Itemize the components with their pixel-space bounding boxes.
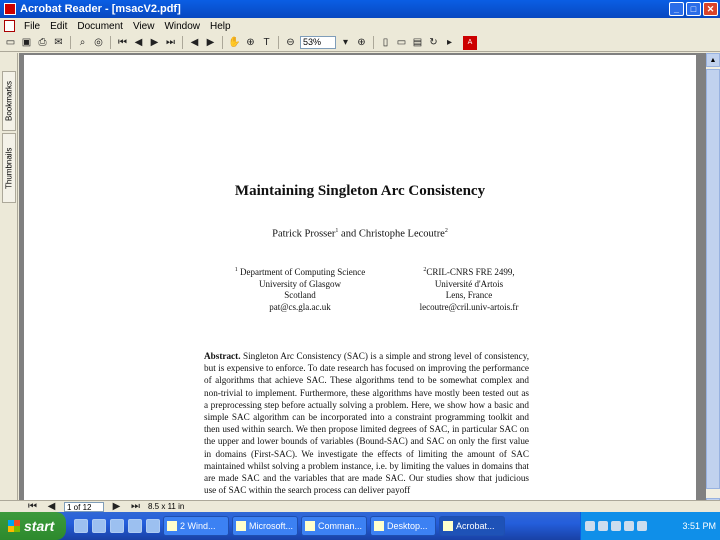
menu-document[interactable]: Document	[77, 20, 123, 32]
find-icon[interactable]: ⌕	[79, 37, 86, 48]
tray-icon[interactable]	[585, 521, 595, 531]
folder-icon	[167, 521, 177, 531]
affiliation-1-sup: 1	[234, 267, 238, 273]
last-page-icon[interactable]: ⏭	[166, 37, 175, 48]
affiliation-2-line: Lens, France	[445, 290, 493, 300]
title-bar	[0, 0, 720, 18]
separator	[222, 36, 223, 49]
desktop-icon	[374, 521, 384, 531]
author-2-sup: 2	[444, 228, 448, 234]
quick-launch	[74, 519, 160, 533]
author-1-sup: 1	[335, 228, 339, 234]
window-title: Acrobat Reader - [msacV2.pdf]	[20, 3, 181, 15]
taskbar-item-label: 2 Wind...	[180, 521, 216, 531]
separator	[278, 36, 279, 49]
maximize-button[interactable]: □	[686, 2, 701, 16]
separator	[70, 36, 71, 49]
fit-width-icon[interactable]: ▤	[412, 37, 423, 48]
forward-icon[interactable]: ▶	[206, 37, 215, 48]
email-icon[interactable]: ✉	[54, 37, 63, 48]
start-label: start	[24, 518, 55, 534]
status-bar	[0, 500, 720, 512]
affiliation-1-line: Scotland	[284, 290, 316, 300]
taskbar-item-label: Comman...	[318, 521, 363, 531]
tray-icon[interactable]	[624, 521, 634, 531]
windows-logo-icon	[8, 520, 20, 532]
document-viewer[interactable]	[19, 53, 706, 512]
taskbar-item[interactable]	[232, 516, 298, 536]
search-icon[interactable]: ◎	[94, 37, 103, 48]
back-icon[interactable]: ◀	[190, 37, 199, 48]
separator	[373, 36, 374, 49]
adobe-logo-icon[interactable]: A	[463, 36, 477, 50]
paper-abstract	[204, 350, 529, 496]
ie-icon[interactable]	[74, 519, 88, 533]
menu-bar	[0, 18, 720, 34]
powerpoint-icon	[236, 521, 246, 531]
taskbar-item-label: Microsoft...	[249, 521, 294, 531]
separator	[110, 36, 111, 49]
affiliation-1-line: Department of Computing Science	[240, 267, 366, 277]
abstract-label: Abstract.	[204, 351, 241, 361]
taskbar-item[interactable]	[163, 516, 229, 536]
acrobat-icon	[443, 521, 453, 531]
system-tray	[580, 512, 720, 540]
page-size: 8.5 x 11 in	[148, 502, 185, 511]
print-icon[interactable]: ⎙	[38, 37, 47, 48]
paper-authors	[24, 228, 696, 240]
close-button[interactable]: ✕	[703, 2, 718, 16]
navigation-pane-tabs	[0, 53, 18, 512]
more-tools-icon[interactable]: ▸	[446, 37, 453, 48]
page-number-field[interactable]: 1 of 12	[64, 502, 104, 512]
next-page-icon[interactable]: ▶	[150, 37, 159, 48]
tray-icon[interactable]	[637, 521, 647, 531]
affiliation-2	[389, 265, 549, 313]
author-1: Patrick Prosser	[272, 228, 336, 240]
last-page-icon[interactable]: ⏭	[131, 501, 140, 512]
taskbar-item[interactable]	[301, 516, 367, 536]
affiliation-1-line: University of Glasgow	[259, 278, 341, 289]
taskbar	[0, 512, 720, 540]
clock[interactable]: 3:51 PM	[682, 521, 716, 531]
paper-title: Maintaining Singleton Arc Consistency	[234, 183, 486, 199]
zoom-out-icon[interactable]: ⊖	[286, 37, 295, 48]
affiliation-2-email: lecoutre@cril.univ-artois.fr	[419, 301, 519, 312]
menu-help[interactable]: Help	[210, 20, 231, 32]
scroll-up-icon[interactable]: ▲	[706, 53, 720, 67]
media-icon[interactable]	[110, 519, 124, 533]
scrollbar-thumb[interactable]	[706, 69, 720, 489]
previous-page-icon[interactable]: ◀	[134, 37, 143, 48]
hand-tool-icon[interactable]: ✋	[228, 37, 241, 48]
actual-size-icon[interactable]: ▯	[382, 37, 389, 48]
pdf-page	[24, 55, 696, 512]
fit-page-icon[interactable]: ▭	[396, 37, 407, 48]
author-2: and Christophe Lecoutre	[338, 228, 445, 240]
taskbar-item-active[interactable]	[439, 516, 505, 536]
menu-window[interactable]: Window	[164, 20, 201, 32]
affiliation-2-line: Université d'Artois	[434, 278, 504, 289]
app-icon[interactable]	[146, 519, 160, 533]
minimize-button[interactable]: _	[669, 2, 684, 16]
acrobat-app-icon[interactable]	[4, 3, 16, 15]
select-text-icon[interactable]: T	[263, 37, 270, 48]
abstract-text: Singleton Arc Consistency (SAC) is a simple and strong level of consistency, but is expensive to enforce. To date research has focused on improving the performance of algorithms that achieve SAC. These algorithms tend to be somewhat complex and non-trivial to implement. Furthermore, these algorithms have mostly been tested out as a preprocessing step before actually solving a problem. Here, we show how a basic and simple SAC algorithm can be incorporated into a constraint programming toolkit and then used within search. We then propose limited degrees of SAC, in particular SAC on the upper and lower bounds of variables (Bound-SAC) and SAC on only the first value in domains (First-SAC). We investigate the effects of limiting the amount of SAC maintained whilst solving a problem instance, i.e. by limiting the values in domains that are made SAC and the variables that are made SAC. Our studies show that judicious use of SAC within the search process can deliver payoff	[204, 351, 529, 496]
vertical-scrollbar[interactable]	[706, 53, 720, 512]
tray-icon[interactable]	[611, 521, 621, 531]
menu-view[interactable]: View	[132, 20, 155, 32]
next-page-icon[interactable]: ▶	[112, 501, 121, 512]
taskbar-item[interactable]	[370, 516, 436, 536]
start-button[interactable]	[0, 512, 66, 540]
menu-edit[interactable]: Edit	[50, 20, 68, 32]
taskbar-item-label: Desktop...	[387, 521, 428, 531]
toolbar	[0, 34, 720, 52]
rotate-icon[interactable]: ↻	[429, 37, 438, 48]
menu-file[interactable]: File	[24, 20, 41, 32]
affiliation-1	[210, 265, 390, 313]
tab-bookmarks[interactable]: Bookmarks	[2, 71, 16, 131]
document-icon[interactable]	[4, 20, 15, 32]
affiliation-2-line: CRIL-CNRS FRE 2499,	[426, 267, 515, 277]
taskbar-item-label: Acrobat...	[456, 521, 495, 531]
window-controls	[669, 2, 718, 16]
folder-icon[interactable]	[128, 519, 142, 533]
first-page-icon[interactable]: ⏮	[28, 501, 37, 512]
zoom-dropdown-icon[interactable]: ▾	[342, 37, 349, 48]
affiliation-1-email: pat@cs.gla.ac.uk	[269, 301, 331, 312]
zoom-level-field[interactable]: 53%	[300, 36, 336, 49]
affiliation-2-sup: 2	[423, 267, 427, 273]
zoom-tool-icon[interactable]: ⊕	[246, 37, 255, 48]
previous-page-icon[interactable]: ◀	[47, 501, 56, 512]
zoom-in-icon[interactable]: ⊕	[357, 37, 366, 48]
first-page-icon[interactable]: ⏮	[118, 37, 127, 48]
tab-thumbnails[interactable]: Thumbnails	[2, 133, 16, 203]
tray-icon[interactable]	[598, 521, 608, 531]
open-icon[interactable]: ▭	[5, 37, 16, 48]
save-icon[interactable]: ▣	[21, 37, 32, 48]
desktop-icon[interactable]	[92, 519, 106, 533]
separator	[182, 36, 183, 49]
command-prompt-icon	[305, 521, 315, 531]
